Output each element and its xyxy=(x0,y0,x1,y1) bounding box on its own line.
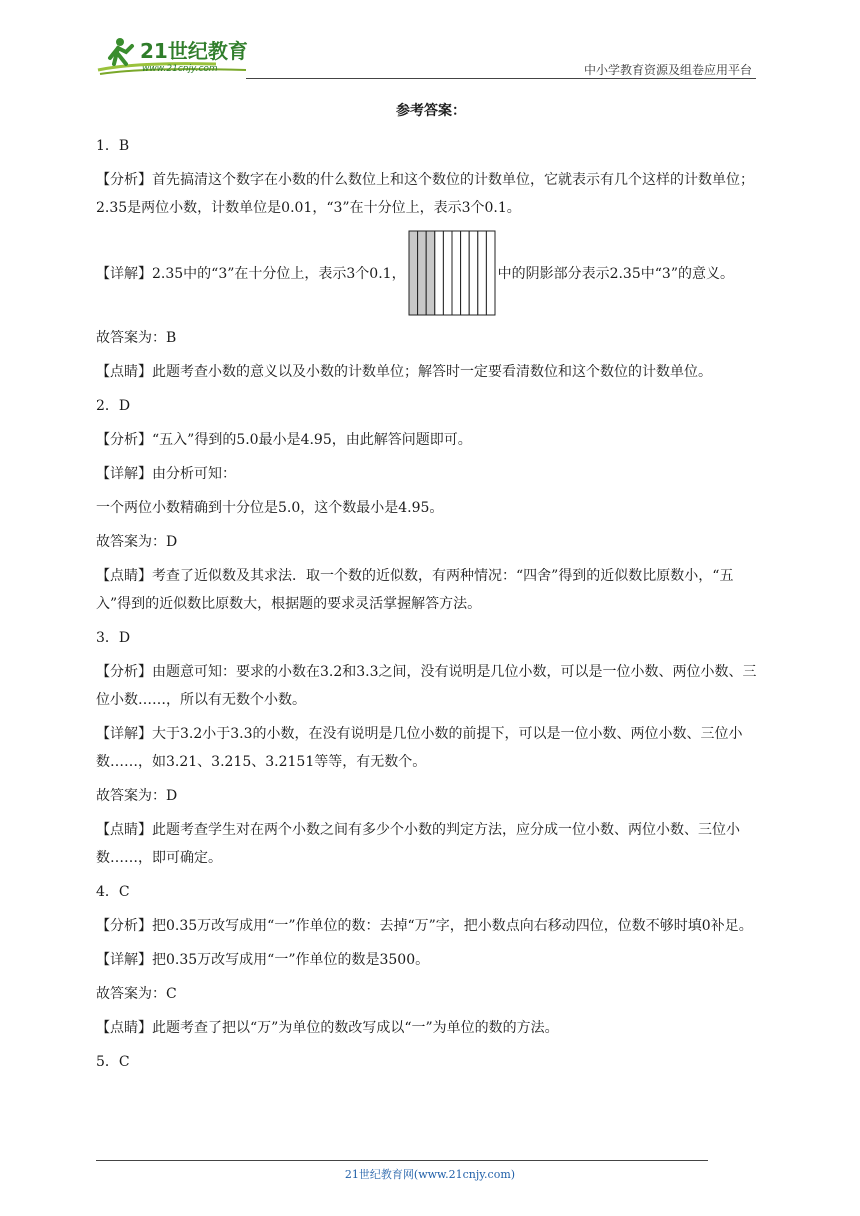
q3-analysis: 【分析】由题意可知：要求的小数在3.2和3.3之间，没有说明是几位小数，可以是一位小数、两位小数、三位小数……，所以有无数个小数。 xyxy=(96,664,757,708)
q2-answer: 2．D xyxy=(96,398,131,414)
page-header xyxy=(96,30,756,80)
q1-detail-text-after: 中的阴影部分表示2.35中“3”的意义。 xyxy=(497,266,734,282)
q3-comment: 【点睛】此题考查学生对在两个小数之间有多少个小数的判定方法，应分成一位小数、两位小数、三位小数……，即可确定。 xyxy=(96,822,740,866)
unshaded-column xyxy=(477,231,486,315)
q1-detail-row xyxy=(96,228,766,318)
q4-conclusion: 故答案为：C xyxy=(96,986,177,1002)
footer-link[interactable]: 21世纪教育网(www.21cnjy.com) xyxy=(344,1168,516,1181)
svg-text:21世纪教育: 21世纪教育 xyxy=(140,39,248,63)
shaded-column xyxy=(426,231,435,315)
header-divider xyxy=(246,78,756,79)
q1-comment: 【点睛】此题考查小数的意义以及小数的计数单位；解答时一定要看清数位和这个数位的计数单位。 xyxy=(96,364,712,380)
q2-detail-2: 一个两位小数精确到十分位是5.0，这个数最小是4.95。 xyxy=(96,500,444,516)
shaded-column xyxy=(409,231,418,315)
q4-analysis: 【分析】把0.35万改写成用“一”作单位的数：去掉“万”字，把小数点向右移动四位，位数不够时填0补足。 xyxy=(96,918,753,934)
q3-conclusion: 故答案为：D xyxy=(96,788,178,804)
q5-answer: 5．C xyxy=(96,1054,130,1070)
q4-comment: 【点睛】此题考查了把以“万”为单位的数改写成以“一”为单位的数的方法。 xyxy=(96,1020,559,1036)
unshaded-column xyxy=(486,231,495,315)
answer-content xyxy=(96,98,766,1076)
q3-answer: 3．D xyxy=(96,630,131,646)
unshaded-column xyxy=(452,231,461,315)
q1-conclusion: 故答案为：B xyxy=(96,330,177,346)
footer-divider xyxy=(96,1160,708,1161)
unshaded-column xyxy=(460,231,469,315)
unshaded-column xyxy=(469,231,478,315)
site-tagline: 中小学教育资源及组卷应用平台 xyxy=(583,63,752,77)
q2-conclusion: 故答案为：D xyxy=(96,534,178,550)
q1-answer: 1．B xyxy=(96,138,130,154)
q3-detail: 【详解】大于3.2小于3.3的小数，在没有说明是几位小数的前提下，可以是一位小数、两位小数、三位小数……，如3.21、3.215、3.2151等等，有无数个。 xyxy=(96,726,743,770)
q2-detail: 【详解】由分析可知： xyxy=(96,466,236,482)
decimal-grid-figure xyxy=(408,230,496,316)
unshaded-column xyxy=(443,231,452,315)
q4-detail: 【详解】把0.35万改写成用“一”作单位的数是3500。 xyxy=(96,952,430,968)
shaded-column xyxy=(417,231,426,315)
q2-analysis: 【分析】“五入”得到的5.0最小是4.95，由此解答问题即可。 xyxy=(96,432,472,448)
q4-answer: 4．C xyxy=(96,884,130,900)
logo-21cnjy xyxy=(96,34,266,78)
q2-comment: 【点睛】考查了近似数及其求法．取一个数的近似数，有两种情况：“四舍”得到的近似数比原数小，“五入”得到的近似数比原数大，根据题的要求灵活掌握解答方法。 xyxy=(96,568,734,612)
q1-analysis: 【分析】首先搞清这个数字在小数的什么数位上和这个数位的计数单位，它就表示有几个这样的计数单位；2.35是两位小数，计数单位是0.01，“3”在十分位上，表示3个0.1。 xyxy=(96,172,754,216)
unshaded-column xyxy=(434,231,443,315)
page-title: 参考答案： xyxy=(396,103,466,119)
q1-detail-text: 【详解】2.35中的“3”在十分位上，表示3个0.1， xyxy=(96,266,406,282)
svg-text:www.21cnjy.com: www.21cnjy.com xyxy=(142,64,218,74)
